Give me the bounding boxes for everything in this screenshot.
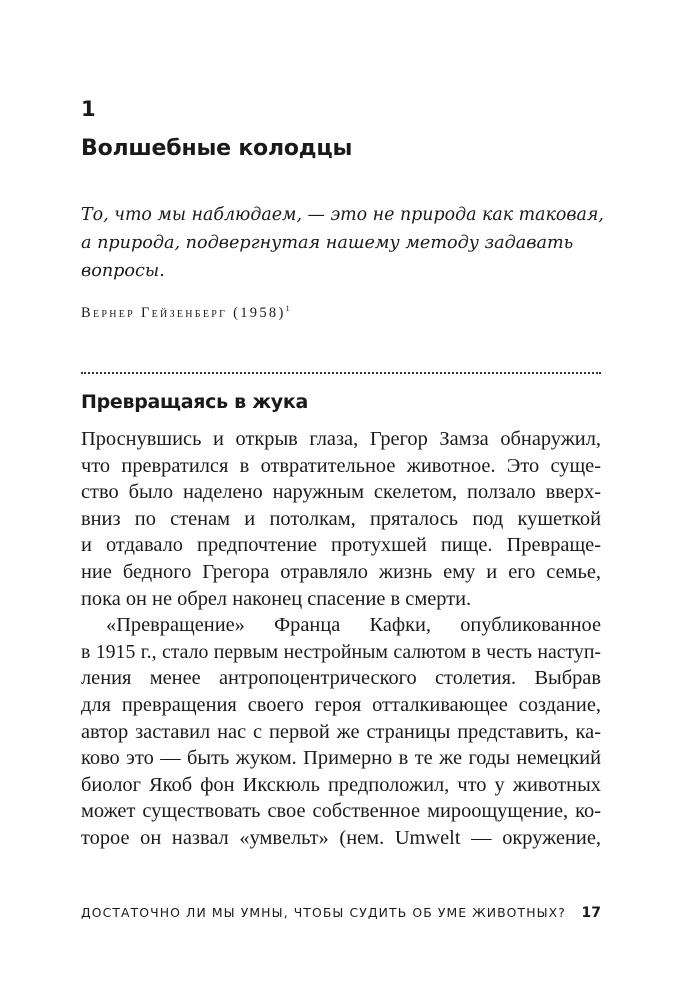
chapter-number: 1 [81,97,96,121]
body-line: автор заставил нас с первой же страницы представить, ка- [81,720,601,743]
body-line: ления менее антропоцентрического столетия. Выбрав [81,667,601,690]
body-line: торое он назвал «умвельт» (нем. Umwelt — окружение, [81,826,601,849]
body-line: ство было наделено наружным скелетом, ползало вверх- [81,481,601,504]
epigraph-line: а природа, подвергнутая нашему методу задавать [81,233,574,253]
epigraph-line: вопросы. [81,261,165,281]
body-line: и отдавало предпочтение протухшей пище. Превраще- [81,534,601,557]
epigraph-line: То, что мы наблюдаем, — это не природа как таковая, [81,205,604,225]
body-line: что превратился в отвратительное животное. Это суще- [81,454,601,477]
body-line: может существовать свое собственное мироощущение, ко- [81,800,601,823]
section-title: Превращаясь в жука [81,391,308,413]
footnote-mark: 1 [285,304,290,313]
page-number: 17 [581,905,601,921]
chapter-title: Волшебные колодцы [81,136,353,161]
body-line: вниз по стенам и потолкам, пряталось под кушеткой [81,507,601,530]
body-line: биолог Якоб фон Икскюль предположил, что у животных [81,773,601,796]
body-line: для превращения своего героя отталкивающее создание, [81,693,601,716]
body-line: пока он не обрел наконец спасение в смерти. [81,587,472,610]
body-line: «Превращение» Франца Кафки, опубликованное [106,614,601,637]
body-line: ково это — быть жуком. Примерно в те же годы немецкий [81,747,601,770]
body-line: в 1915 г., стало первым нестройным салютом в честь наступ- [81,640,601,663]
section-divider [81,372,601,374]
epigraph-author: Вернер Гейзенберг (1958) [81,304,286,321]
body-text [81,426,601,852]
page-footer [81,901,601,925]
body-line: Проснувшись и открыв глаза, Грегор Замза обнаружил, [81,428,601,450]
epigraph-quote [81,201,606,285]
body-line: ние бедного Грегора отравляло жизнь ему и его семье, [81,560,601,583]
epigraph-attribution [81,297,290,325]
running-head: ДОСТАТОЧНО ЛИ МЫ УМНЫ, ЧТОБЫ СУДИТЬ ОБ УМЕ ЖИВОТНЫХ? [81,905,566,920]
